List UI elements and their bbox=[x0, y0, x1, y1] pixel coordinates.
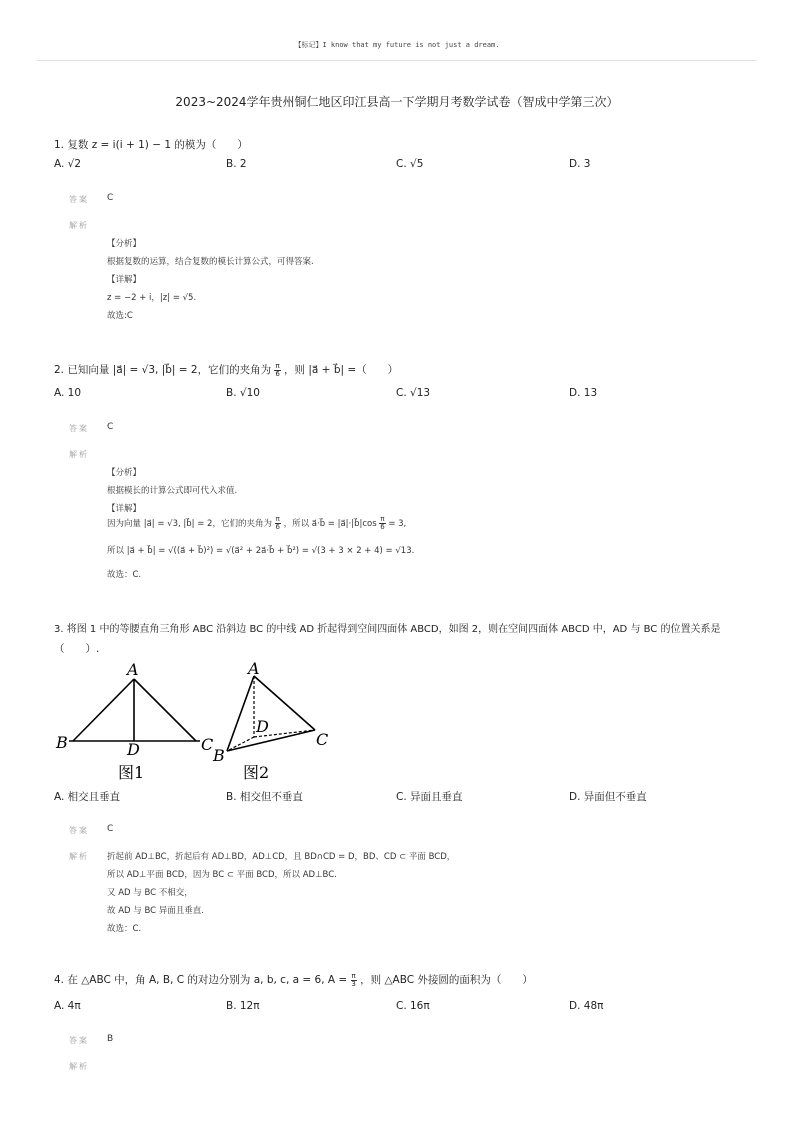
q2-analysis-line-2: 根据模长的计算公式即可代入求值. bbox=[107, 486, 238, 496]
q3-option-a: A. 相交且垂直 bbox=[54, 791, 121, 803]
q2-option-d: D. 13 bbox=[569, 387, 598, 399]
question-4-stem bbox=[54, 972, 533, 988]
fig1-label-c: C bbox=[201, 735, 214, 754]
q2-analysis-line-6: 故选：C. bbox=[107, 570, 142, 580]
q3-answer-label: 答案 bbox=[69, 826, 89, 835]
q1-option-d: D. 3 bbox=[569, 158, 591, 170]
q1-option-b: B. 2 bbox=[226, 158, 247, 170]
fig2-edge-ab bbox=[227, 676, 254, 751]
header-divider bbox=[37, 60, 757, 61]
q3-analysis-label: 解析 bbox=[69, 852, 89, 861]
fig2-label-b: B bbox=[213, 746, 225, 765]
q3-analysis-line-1: 折起前 AD⊥BC，折起后有 AD⊥BD，AD⊥CD，且 BD∩CD = D，BD、CD ⊂ 平面 BCD， bbox=[107, 852, 456, 862]
q1-analysis-line-3: 【详解】 bbox=[107, 275, 142, 285]
q2-stem-part-2: ，则 |a⃗ + b⃗| =（ ） bbox=[284, 364, 399, 376]
q2-fraction-numerator: π bbox=[275, 361, 280, 370]
q3-analysis-line-2: 所以 AD⊥平面 BCD，因为 BC ⊂ 平面 BCD，所以 AD⊥BC. bbox=[107, 870, 337, 880]
q1-analysis-line-5: 故选:C bbox=[107, 311, 133, 321]
q2-analysis-line-4 bbox=[107, 516, 406, 531]
q2-line4-fraction-1 bbox=[275, 516, 281, 531]
q4-angle-fraction bbox=[351, 973, 357, 988]
fig2-edge-bc bbox=[227, 730, 315, 751]
q3-figure-1 bbox=[54, 658, 224, 783]
q1-answer-label: 答案 bbox=[69, 195, 89, 204]
fig1-caption: 图1 bbox=[118, 763, 145, 782]
q1-answer: C bbox=[107, 193, 114, 203]
q2-option-c: C. √13 bbox=[396, 387, 431, 399]
fig2-label-c: C bbox=[316, 730, 329, 749]
q3-analysis-line-3: 又 AD 与 BC 不相交， bbox=[107, 888, 193, 898]
fig1-label-d: D bbox=[127, 740, 140, 759]
q1-analysis-line-1: 【分析】 bbox=[107, 239, 142, 249]
fig1-edge-ac bbox=[134, 679, 196, 741]
q3-option-d: D. 异面但不垂直 bbox=[569, 791, 647, 803]
fig2-label-d: D bbox=[256, 717, 269, 736]
q2-line4-frac1-numerator: π bbox=[275, 515, 280, 523]
q4-option-b: B. 12π bbox=[226, 1000, 260, 1012]
q4-option-a: A. 4π bbox=[54, 1000, 81, 1012]
q3-analysis-line-5: 故选：C. bbox=[107, 924, 142, 934]
fig1-label-a: A bbox=[127, 660, 139, 679]
q4-answer-label: 答案 bbox=[69, 1036, 89, 1045]
q4-option-d: D. 48π bbox=[569, 1000, 604, 1012]
q3-option-b: B. 相交但不垂直 bbox=[226, 791, 303, 803]
q3-analysis-line-4: 故 AD 与 BC 异面且垂直. bbox=[107, 906, 204, 916]
q1-option-c: C. √5 bbox=[396, 158, 424, 170]
q2-angle-fraction bbox=[274, 363, 280, 378]
q1-analysis-line-4: z = −2 + i，|z| = √5. bbox=[107, 293, 197, 303]
q1-analysis-label: 解析 bbox=[69, 221, 89, 230]
q2-line4-frac2-denominator: 6 bbox=[380, 523, 385, 531]
q2-analysis-line-1: 【分析】 bbox=[107, 468, 142, 478]
q2-line4-part-1: 因为向量 |a⃗| = √3, |b⃗| = 2，它们的夹角为 bbox=[107, 519, 272, 529]
q1-analysis-line-2: 根据复数的运算，结合复数的模长计算公式，可得答案. bbox=[107, 257, 314, 267]
fig1-edge-ab bbox=[73, 679, 134, 741]
q4-stem-part-1: 4. 在 △ABC 中，角 A, B, C 的对边分别为 a, b, c, a = 6, A = bbox=[54, 974, 348, 986]
q2-option-b: B. √10 bbox=[226, 387, 260, 399]
q2-line4-frac1-denominator: 6 bbox=[275, 523, 280, 531]
q2-analysis-line-3: 【详解】 bbox=[107, 504, 142, 514]
header-note: 【标记】I know that my future is not just a dream. bbox=[294, 41, 500, 49]
q2-answer: C bbox=[107, 422, 114, 432]
q3-option-c: C. 异面且垂直 bbox=[396, 791, 463, 803]
question-2-options bbox=[54, 387, 754, 401]
q4-fraction-denominator: 3 bbox=[351, 979, 356, 988]
question-4-options bbox=[54, 1000, 754, 1014]
question-3-options bbox=[54, 789, 754, 803]
q4-fraction-numerator: π bbox=[351, 971, 356, 980]
q2-analysis-line-5: 所以 |a⃗ + b⃗| = √((a⃗ + b⃗)²) = √(a⃗² + 2a⃗·b⃗ + b⃗²) = √(3 + 3 × 2 + 4) = √13. bbox=[107, 546, 415, 556]
q2-fraction-denominator: 6 bbox=[275, 369, 280, 378]
q2-analysis-label: 解析 bbox=[69, 450, 89, 459]
question-3-stem-continued: （ ）. bbox=[54, 643, 100, 655]
page-title: 2023~2024学年贵州铜仁地区印江县高一下学期月考数学试卷（智成中学第三次） bbox=[175, 95, 619, 109]
fig2-label-a: A bbox=[248, 659, 260, 678]
q2-stem-part-1: 2. 已知向量 |a⃗| = √3, |b⃗| = 2，它们的夹角为 bbox=[54, 364, 272, 376]
q4-stem-part-2: ，则 △ABC 外接圆的面积为（ ） bbox=[360, 974, 533, 986]
q2-line4-part-2: ，所以 a⃗·b⃗ = |a⃗|·|b⃗|cos bbox=[283, 519, 377, 529]
q3-figure-2 bbox=[205, 655, 335, 783]
q4-option-c: C. 16π bbox=[396, 1000, 430, 1012]
question-3-stem: 3. 将图 1 中的等腰直角三角形 ABC 沿斜边 BC 的中线 AD 折起得到空间四面体 ABCD，如图 2，则在空间四面体 ABCD 中，AD 与 BC 的位置关系是 bbox=[54, 624, 721, 635]
q4-answer: B bbox=[107, 1034, 114, 1044]
fig1-label-b: B bbox=[56, 733, 68, 752]
q2-line4-fraction-2 bbox=[379, 516, 385, 531]
question-1-options bbox=[54, 158, 754, 172]
question-2-stem bbox=[54, 362, 398, 378]
q2-line4-part-3: = 3, bbox=[388, 519, 407, 529]
q2-answer-label: 答案 bbox=[69, 424, 89, 433]
fig2-caption: 图2 bbox=[243, 763, 270, 782]
q2-line4-frac2-numerator: π bbox=[380, 515, 385, 523]
question-1-stem: 1. 复数 z = i(i + 1) − 1 的模为（ ） bbox=[54, 139, 248, 151]
q3-answer: C bbox=[107, 824, 114, 834]
q2-option-a: A. 10 bbox=[54, 387, 82, 399]
q1-option-a: A. √2 bbox=[54, 158, 82, 170]
q4-analysis-label: 解析 bbox=[69, 1062, 89, 1071]
